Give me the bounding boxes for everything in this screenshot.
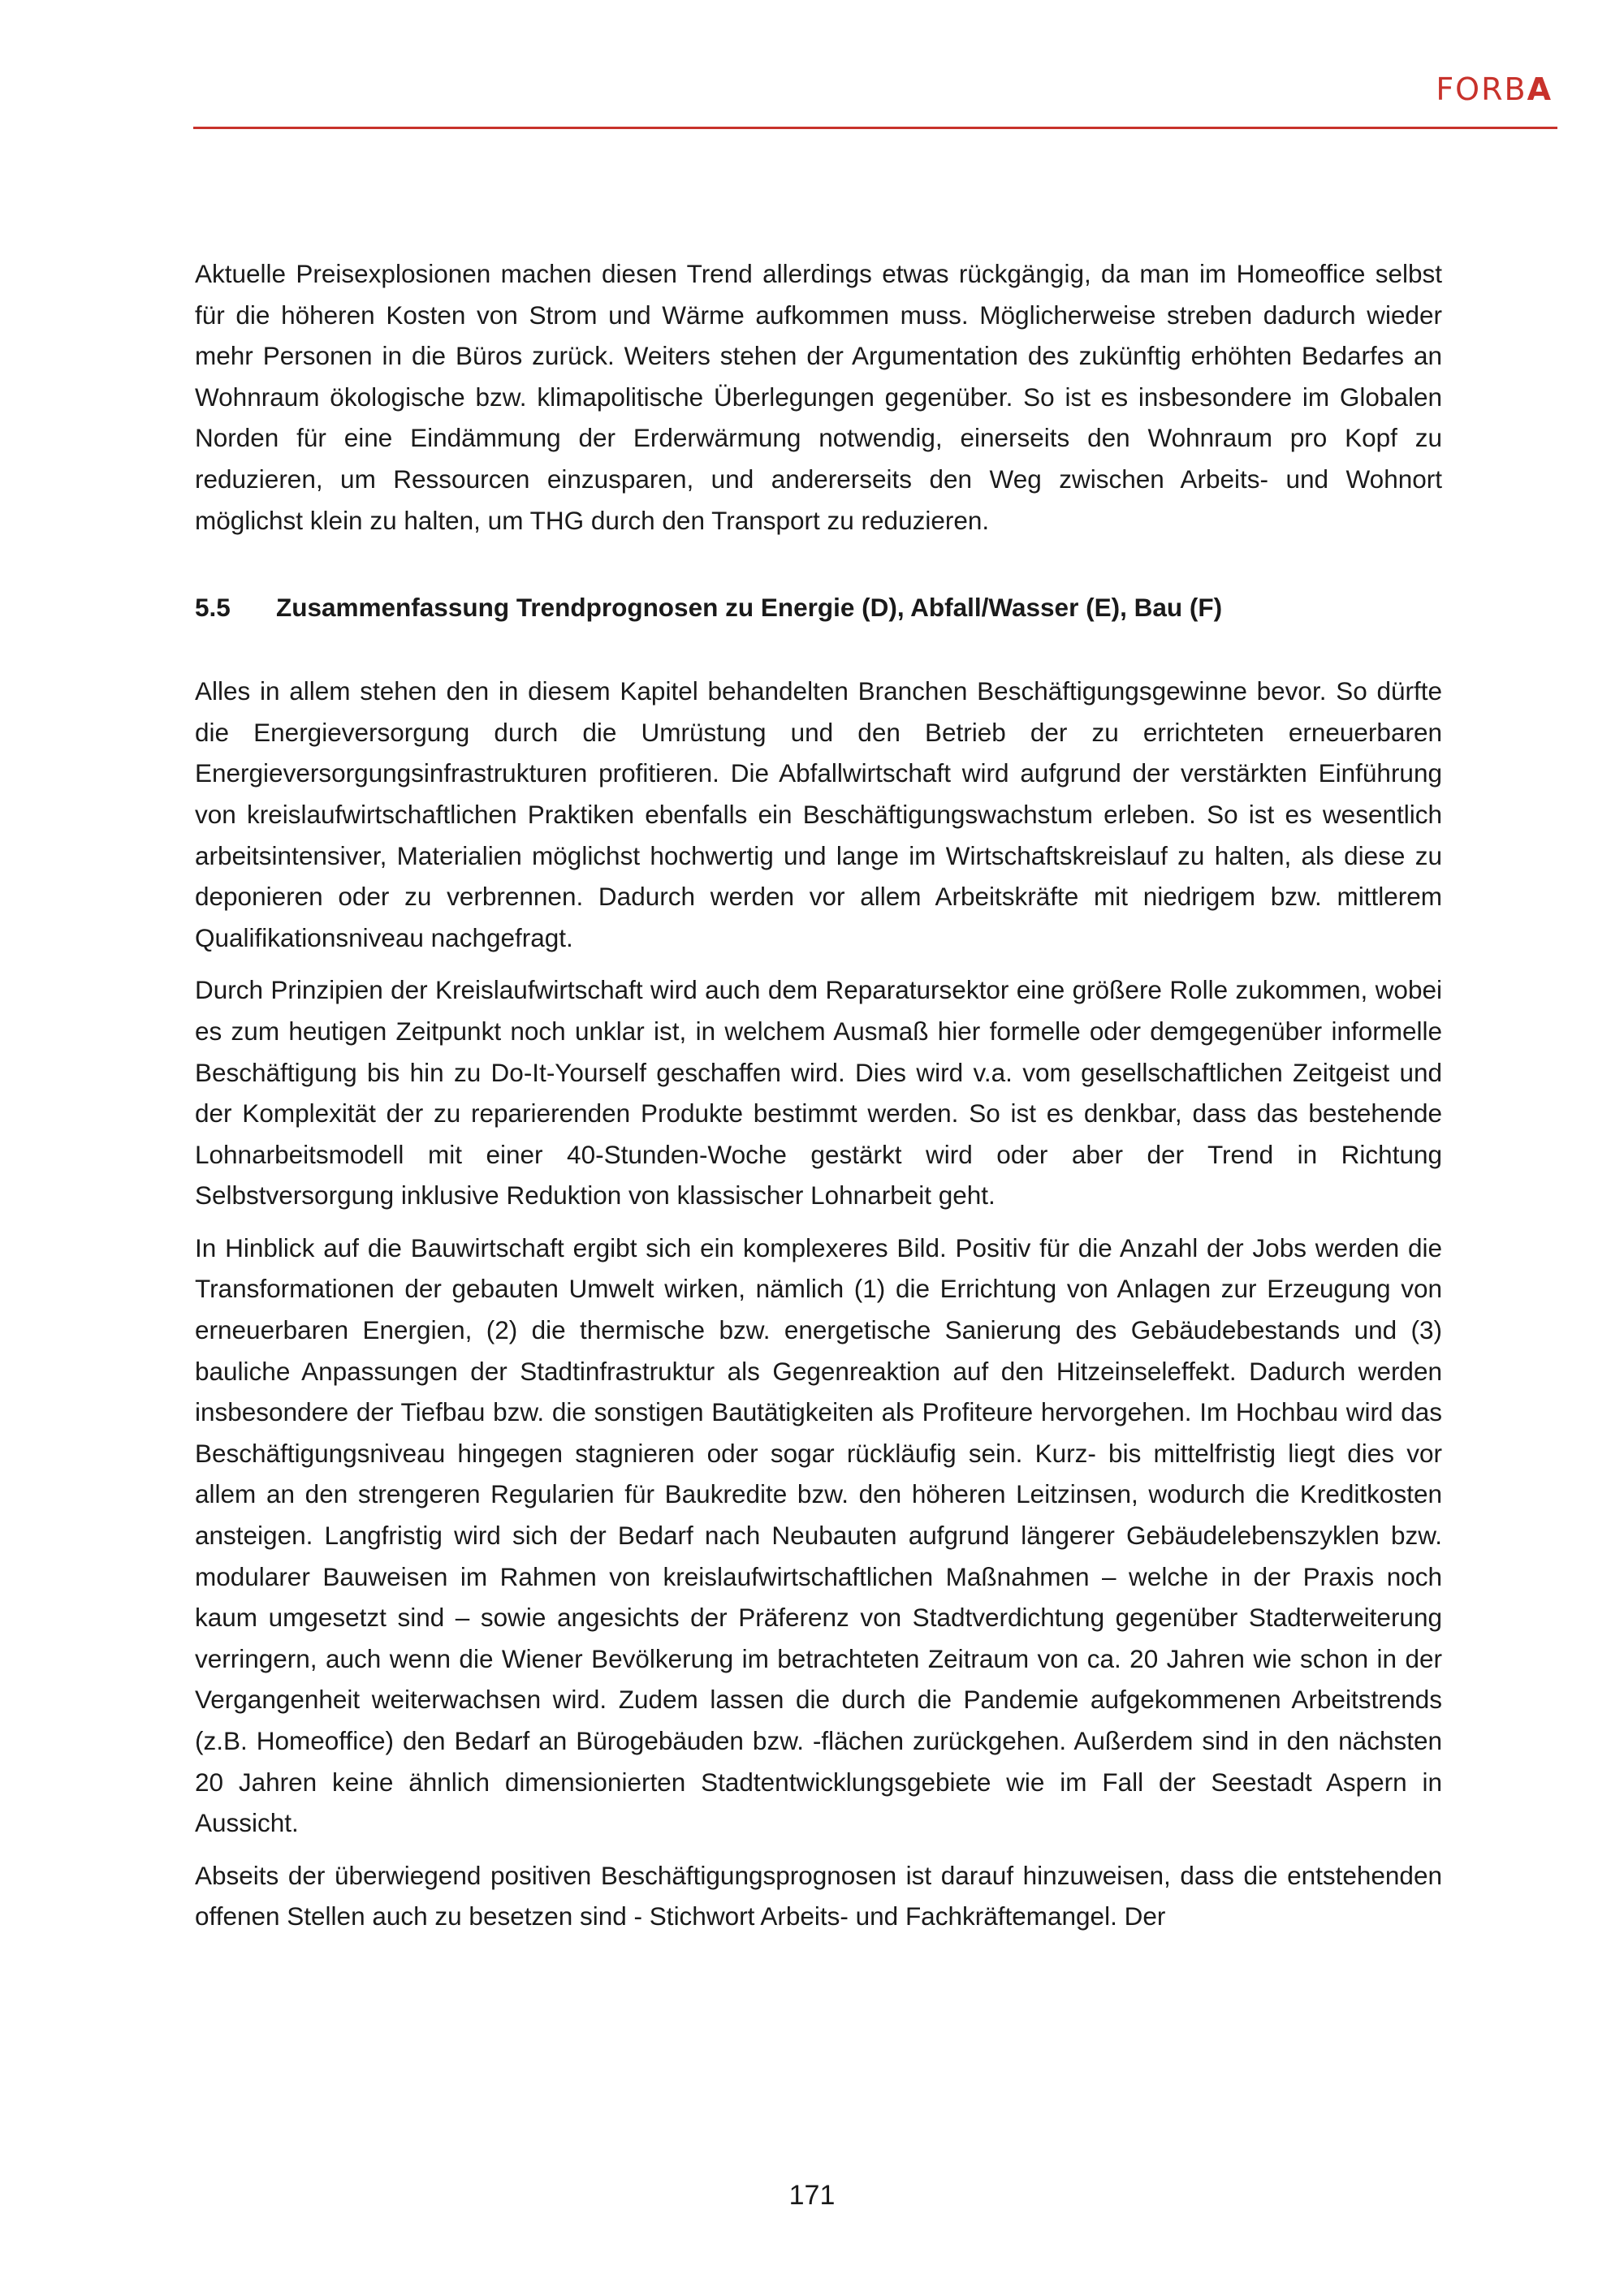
paragraph-labour-shortage: Abseits der überwiegend positiven Beschäftigungsprognosen ist darauf hinzuweisen, dass die entstehenden offenen Stellen auch zu besetzen sind - Stichwort Arbeits- und Fachkräftemangel. Der [195,1860,1442,1931]
page-content [195,253,1442,1949]
page-number: 171 [788,2180,836,2211]
section-number: 5.5 [195,593,231,623]
header-divider [193,127,1557,129]
intro-paragraph: Aktuelle Preisexplosionen machen diesen Trend allerdings etwas rückgängig, da man im Homeoffice selbst für die höheren Kosten von Strom und Wärme aufkommen muss. Möglicherweise streben dadurch wieder mehr Personen in die Büros zurück. Weiters stehen der Argumentation des zukünftig erhöhten Bedarfes an Wohnraum ökologische bzw. klimapolitische Überlegungen gegenüber. So ist es insbesondere im Globalen Norden für eine Eindämmung der Erderwärmung notwendig, einerseits den Wohnraum pro Kopf zu reduzieren, um Ressourcen einzusparen, und andererseits den Weg zwischen Arbeits- und Wohnort möglichst klein zu halten, um THG durch den Transport zu reduzieren. [195,259,1442,535]
forba-logo [1436,71,1553,107]
section-title: Zusammenfassung Trendprognosen zu Energie (D), Abfall/Wasser (E), Bau (F) [276,593,1223,623]
paragraph-summary: Alles in allem stehen den in diesem Kapitel behandelten Branchen Beschäftigungsgewinne bevor. So dürfte die Energieversorgung durch die Umrüstung und den Betrieb der zu errichteten erneuerbaren Energieversorgungsinfrastrukturen profitieren. Die Abfallwirtschaft wird aufgrund der verstärkten Einführung von kreislaufwirtschaftlichen Praktiken ebenfalls ein Beschäftigungswachstum erleben. So ist es wesentlich arbeitsintensiver, Materialien möglichst hochwertig und lange im Wirtschaftskreislauf zu halten, als diese zu deponieren oder zu verbrennen. Dadurch werden vor allem Arbeitskräfte mit niedrigem bzw. mittlerem Qualifikationsniveau nachgefragt. [195,676,1442,952]
logo-accent: A [1527,71,1553,107]
section-heading [195,589,1442,625]
paragraph-construction: In Hinblick auf die Bauwirtschaft ergibt sich ein komplexeres Bild. Positiv für die Anzahl der Jobs werden die Transformationen der gebauten Umwelt wirken, nämlich (1) die Errichtung von Anlagen zur Erzeugung von erneuerbaren Energien, (2) die thermische bzw. energetische Sanierung des Gebäudebestands und (3) bauliche Anpassungen der Stadtinfrastruktur als Gegenreaktion auf den Hitzeinseleffekt. Dadurch werden insbesondere der Tiefbau bzw. die sonstigen Bautätigkeiten als Profiteure hervorgehen. Im Hochbau wird das Beschäftigungsniveau hingegen stagnieren oder sogar rückläufig sein. Kurz- bis mittelfristig liegt dies vor allem an den strengeren Regularien für Baukredite bzw. den höheren Leitzinsen, wodurch die Kreditkosten ansteigen. Langfristig wird sich der Bedarf nach Neubauten aufgrund längerer Gebäudelebenszyklen bzw. modularer Bauweisen im Rahmen von kreislaufwirtschaftlichen Maßnahmen – welche in der Praxis noch kaum umgesetzt sind – sowie angesichts der Präferenz von Stadtverdichtung gegenüber Stadterweiterung verringern, auch wenn die Wiener Bevölkerung im betrachteten Zeitraum von ca. 20 Jahren wie schon in der Vergangenheit weiterwachsen wird. Zudem lassen die durch die Pandemie aufgekommenen Arbeitstrends (z.B. Homeoffice) den Bedarf an Bürogebäuden bzw. -flächen zurückgehen. Außerdem sind in den nächsten 20 Jahren keine ähnlich dimensionierten Stadtentwicklungsgebiete wie im Fall der Seestadt Aspern in Aussicht. [195,1232,1442,1838]
paragraph-repair-sector: Durch Prinzipien der Kreislaufwirtschaft wird auch dem Reparatursektor eine größere Rolle zukommen, wobei es zum heutigen Zeitpunkt noch unklar ist, in welchem Ausmaß hier formelle oder demgegenüber informelle Beschäftigung bis hin zu Do-It-Yourself geschaffen wird. Dies wird v.a. vom gesellschaftlichen Zeitgeist und der Komplexität der zu reparierenden Produkte bestimmt werden. So ist es denkbar, dass das bestehende Lohnarbeitsmodell mit einer 40-Stunden-Woche gestärkt wird oder aber der Trend in Richtung Selbstversorgung inklusive Reduktion von klassischer Lohnarbeit geht. [195,975,1442,1211]
logo-prefix: FORB [1436,71,1527,107]
